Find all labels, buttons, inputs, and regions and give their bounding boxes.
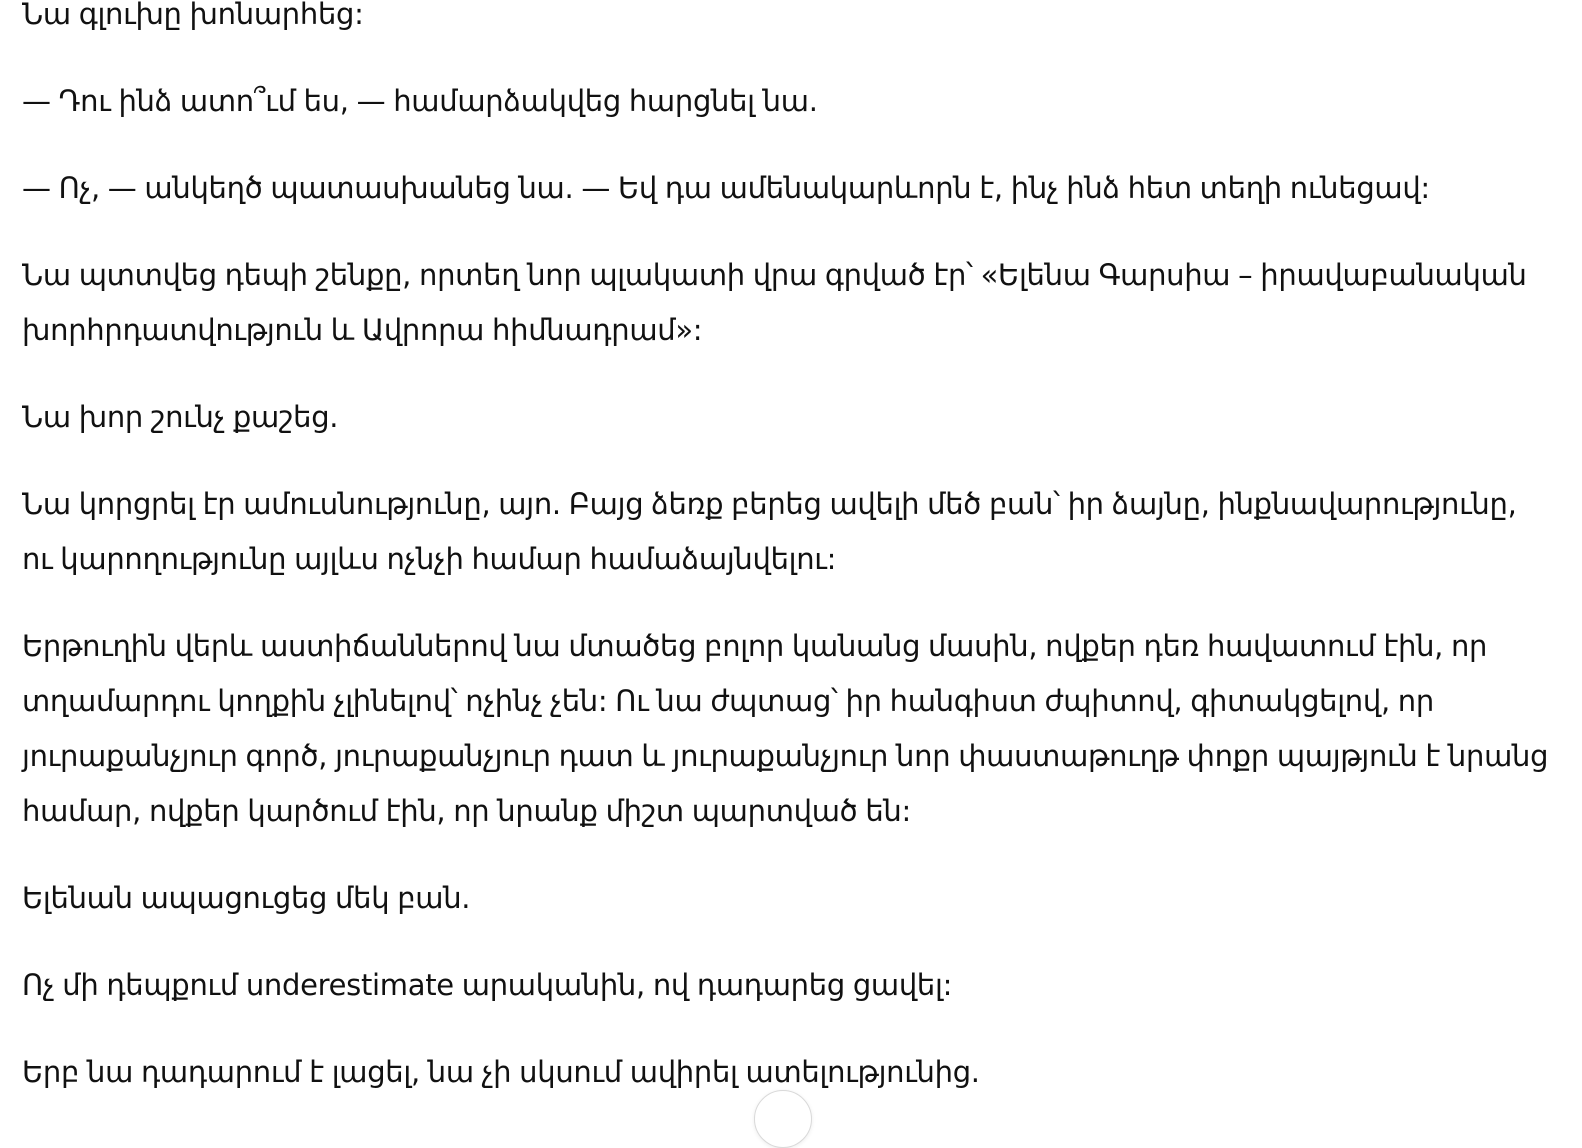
scroll-down-button[interactable] [754, 1090, 812, 1148]
paragraph: — Դու ինձ ատո՞ւմ ես, — համարձակվեց հարցնել նա. [22, 84, 818, 118]
paragraph: Երթուղին վերև աստիճաններով նա մտածեց բոլոր կանանց մասին, ովքեր դեռ հավատում էին, որ տղամարդու կողքին չլինելով՝ ոչինչ չեն: Ու նա ժպտաց՝ իր հանգիստ ժպիտով, գիտակցելով, որ յուրաքանչյուր գործ, յուրաքանչյուր դատ և յուրաքանչյուր նոր փաստաթուղթ փոքր պայթյուն է նրանց համար, ովքեր կարծում էին, որ նրանք միշտ պարտված են: [22, 629, 1549, 828]
paragraph: Նա խոր շունչ քաշեց. [22, 400, 339, 434]
paragraph: Ոչ մի դեպքում underestimate արականին, ով դադարեց ցավել: [22, 968, 953, 1002]
paragraph: Ելենան ապացուցեց մեկ բան. [22, 881, 471, 915]
paragraph: — Ոչ, — անկեղծ պատասխանեց նա. — Եվ դա ամենակարևորն է, ինչ ինձ հետ տեղի ունեցավ: [22, 171, 1430, 205]
paragraph: Նա գլուխը խոնարհեց: [22, 0, 364, 31]
paragraph: Նա կորցրել էր ամուսնությունը, այո. Բայց ձեռք բերեց ավելի մեծ բան՝ իր ձայնը, ինքնավարությունը, ու կարողությունը այլևս ոչնչի համար համաձայնվելու: [22, 487, 1517, 576]
paragraph: Նա պտտվեց դեպի շենքը, որտեղ նոր պլակատի վրա գրված էր՝ «Ելենա Գարսիա – իրավաբանական խորհրդատվություն և Ավրորա հիմնադրամ»: [22, 258, 1527, 347]
paragraph: Երբ նա դադարում է լացել, նա չի սկսում ավիրել ատելությունից. [22, 1055, 980, 1089]
article-body [22, 0, 1552, 1132]
